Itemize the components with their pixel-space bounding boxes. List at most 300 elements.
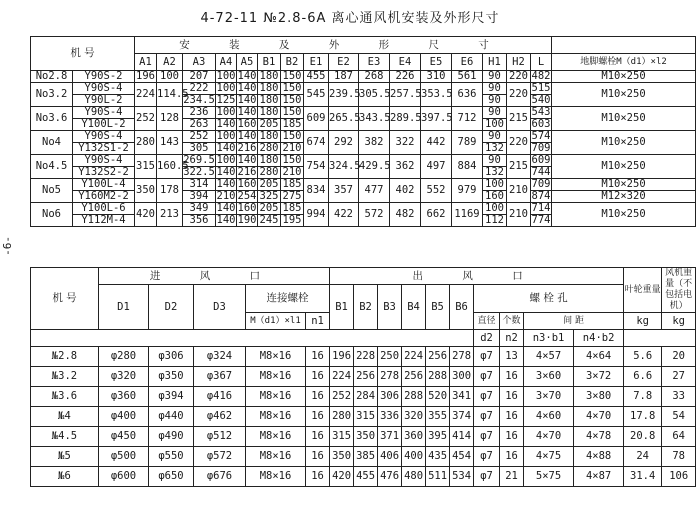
value-cell: 482 [531, 70, 551, 82]
value-cell: 343.5 [359, 107, 390, 131]
value-cell: M12×320 [552, 191, 696, 203]
value-cell: 17.8 [624, 407, 662, 427]
hole-diameter-header: 直径 [474, 313, 500, 330]
value-cell: M10×250 [552, 83, 696, 107]
value-cell: 360 [402, 427, 426, 447]
value-cell: φ440 [149, 407, 194, 427]
column-header: E4 [390, 54, 421, 71]
table-row [31, 155, 696, 167]
table-row [31, 83, 696, 95]
fan-no-cell: №3.6 [31, 387, 99, 407]
value-cell: 400 [402, 447, 426, 467]
value-cell: 185 [281, 179, 304, 191]
machine-no-header: 机 号 [31, 37, 135, 71]
value-cell: 216 [237, 142, 257, 154]
impeller-unit: kg [624, 313, 662, 330]
value-cell: 609 [304, 107, 329, 131]
value-cell: φ450 [99, 427, 149, 447]
value-cell: 150 [281, 95, 304, 107]
fan-no-cell: №5 [31, 447, 99, 467]
value-cell: φ7 [474, 447, 500, 467]
value-cell: 4×87 [574, 467, 624, 487]
column-header: L [531, 54, 552, 71]
value-cell: 3×70 [524, 387, 574, 407]
value-cell: 5.6 [624, 347, 662, 367]
value-cell: φ512 [194, 427, 246, 447]
value-cell: φ7 [474, 407, 500, 427]
value-cell: 540 [531, 94, 551, 106]
value-cell: φ490 [149, 427, 194, 447]
column-header: B1 [330, 285, 354, 330]
value-cell: 140 [237, 106, 257, 118]
value-cell: 356 [183, 215, 216, 227]
value-cell: 1169 [452, 203, 483, 227]
table-row [31, 179, 696, 191]
value-cell: 265.5 [329, 107, 359, 131]
value-cell: 288 [402, 387, 426, 407]
fan-no-cell: No3.2 [31, 83, 73, 107]
value-cell: φ306 [149, 347, 194, 367]
value-cell: 78 [662, 447, 696, 467]
value-cell: 429.5 [359, 155, 390, 179]
value-cell: 220 [507, 131, 531, 155]
value-cell: 252 [330, 387, 354, 407]
value-cell: 534 [450, 467, 474, 487]
page-number: -6- [1, 236, 14, 256]
value-cell: 482 [390, 203, 421, 227]
table-row [31, 407, 696, 427]
value-cell: 16 [306, 427, 330, 447]
table-row [31, 367, 696, 387]
page-title: 4-72-11 №2.8-6A 离心通风机安装及外形尺寸 [200, 11, 500, 26]
value-cell: 709 [531, 178, 551, 190]
value-cell: 90 [483, 131, 507, 143]
value-cell: 305 [183, 143, 216, 155]
value-cell: 90 [483, 155, 507, 167]
value-cell: φ324 [194, 347, 246, 367]
table-row [31, 131, 696, 143]
value-cell: 245 [258, 215, 281, 227]
column-header: D3 [194, 285, 246, 330]
value-cell: 350 [135, 179, 157, 203]
motor-model-cell: Y90S-4 [73, 155, 135, 167]
value-cell: 709 [531, 142, 551, 154]
value-cell: 257.5 [390, 83, 421, 107]
value-cell: 3×60 [524, 367, 574, 387]
value-cell: 320 [402, 407, 426, 427]
value-cell: φ367 [194, 367, 246, 387]
value-cell: 744 [531, 166, 551, 178]
value-cell: 150 [281, 155, 304, 167]
column-header: B6 [450, 285, 474, 330]
value-cell: M8×16 [246, 467, 306, 487]
table-row [31, 203, 696, 215]
value-cell: 476 [378, 467, 402, 487]
value-cell: 789 [452, 131, 483, 155]
value-cell: 5×75 [524, 467, 574, 487]
column-header: E6 [452, 54, 483, 71]
value-cell: 350 [354, 427, 378, 447]
value-cell: 112 [483, 215, 507, 227]
value-cell: 477 [359, 179, 390, 203]
value-cell: 6.6 [624, 367, 662, 387]
value-cell: M10×250 [552, 71, 696, 83]
value-cell: 16 [500, 367, 524, 387]
value-cell: φ7 [474, 367, 500, 387]
value-cell: 442 [421, 131, 452, 155]
value-cell: 180 [258, 107, 281, 119]
value-cell: 160 [237, 178, 257, 190]
value-cell: 397.5 [421, 107, 452, 131]
value-cell: 16 [306, 387, 330, 407]
value-cell: 341 [450, 387, 474, 407]
value-cell: 278 [378, 367, 402, 387]
value-cell: 190 [237, 214, 257, 226]
table-row [31, 467, 696, 487]
value-cell: 132 [483, 167, 507, 179]
value-cell: 16 [500, 427, 524, 447]
value-cell: 226 [390, 71, 421, 83]
value-cell: 236 [183, 107, 216, 119]
table-row [31, 107, 696, 119]
value-cell: 140 [237, 154, 257, 166]
value-cell: φ550 [149, 447, 194, 467]
value-cell: 90 [483, 83, 507, 95]
value-cell: 289.5 [390, 107, 421, 131]
value-cell: 4×78 [574, 427, 624, 447]
column-header: B4 [402, 285, 426, 330]
value-cell: 27 [662, 367, 696, 387]
bolt-count-header: n1 [306, 313, 330, 330]
value-cell: 714 [531, 202, 551, 214]
value-cell: 210 [281, 143, 304, 155]
fan-no-cell: №4.5 [31, 427, 99, 447]
value-cell: 16 [500, 407, 524, 427]
value-cell: 220 [507, 71, 531, 83]
value-cell: 420 [135, 203, 157, 227]
machine-no-header: 机 号 [31, 268, 99, 330]
value-cell: 222 [183, 83, 216, 95]
value-cell: 132 [483, 143, 507, 155]
value-cell: 4×75 [524, 447, 574, 467]
fan-weight-header: 风机重量（不包括电机） [662, 268, 696, 313]
value-cell: 414 [450, 427, 474, 447]
value-cell: 100 [216, 82, 236, 94]
value-cell: 455 [354, 467, 378, 487]
value-cell: 20.8 [624, 427, 662, 447]
column-header: B3 [378, 285, 402, 330]
value-cell: 228 [354, 347, 378, 367]
value-cell: 16 [306, 447, 330, 467]
value-cell: 13 [500, 347, 524, 367]
value-cell: 100 [483, 179, 507, 191]
fan-no-cell: №4 [31, 407, 99, 427]
value-cell: 280 [258, 167, 281, 179]
value-cell: 4×64 [574, 347, 624, 367]
value-cell: 196 [330, 347, 354, 367]
column-header: E2 [329, 54, 359, 71]
hole-spacing-header: 间 距 [524, 313, 624, 330]
value-cell: 454 [450, 447, 474, 467]
value-cell: 143 [157, 131, 183, 155]
dimensions-group-header: 安 装 及 外 形 尺 寸 [135, 37, 552, 54]
column-header: A1 [135, 54, 157, 71]
motor-model-cell: Y90S-4 [73, 83, 135, 95]
value-cell: 280 [258, 143, 281, 155]
value-cell: 884 [452, 155, 483, 179]
value-cell: 357 [329, 179, 359, 203]
value-cell: 280 [135, 131, 157, 155]
value-cell: 520 [426, 387, 450, 407]
value-cell: 362 [390, 155, 421, 179]
value-cell: 100 [216, 70, 236, 82]
value-cell: 185 [281, 119, 304, 131]
value-cell: 561 [452, 71, 483, 83]
value-cell: 292 [329, 131, 359, 155]
value-cell: 90 [483, 95, 507, 107]
value-cell: 300 [450, 367, 474, 387]
value-cell: 3×72 [574, 367, 624, 387]
value-cell: 385 [354, 447, 378, 467]
table-row [31, 347, 696, 367]
motor-model-cell: Y112M-4 [73, 215, 135, 227]
value-cell: φ676 [194, 467, 246, 487]
value-cell: 205 [258, 179, 281, 191]
value-cell: 140 [216, 166, 236, 178]
value-cell: 256 [354, 367, 378, 387]
fan-no-cell: №2.8 [31, 347, 99, 367]
value-cell: 100 [483, 203, 507, 215]
value-cell: 834 [304, 179, 329, 203]
value-cell: 603 [531, 118, 551, 130]
value-cell: 140 [237, 70, 257, 82]
value-cell: 64 [662, 427, 696, 447]
fan-unit: kg [662, 313, 696, 330]
value-cell: M8×16 [246, 407, 306, 427]
motor-model-cell: Y90S-4 [73, 107, 135, 119]
value-cell: 140 [216, 142, 236, 154]
motor-model-cell: Y132S2-2 [73, 167, 135, 179]
motor-model-cell: Y160M2-2 [73, 191, 135, 203]
motor-model-cell: Y100L-2 [73, 119, 135, 131]
value-cell: 140 [237, 130, 257, 142]
column-header: B2 [354, 285, 378, 330]
value-cell: 394 [183, 191, 216, 203]
value-cell: 128 [157, 107, 183, 131]
value-cell: 422 [329, 203, 359, 227]
value-cell: φ394 [149, 387, 194, 407]
column-header: E1 [304, 54, 329, 71]
value-cell: 674 [304, 131, 329, 155]
value-cell: 180 [258, 71, 281, 83]
value-cell: 455 [304, 71, 329, 83]
value-cell: 150 [281, 83, 304, 95]
column-header: d2 [474, 330, 500, 347]
value-cell: 195 [281, 215, 304, 227]
value-cell: 4×70 [574, 407, 624, 427]
value-cell: 552 [421, 179, 452, 203]
column-header: n4·b2 [574, 330, 624, 347]
value-cell: 3×80 [574, 387, 624, 407]
fan-no-cell: №6 [31, 467, 99, 487]
value-cell: 406 [378, 447, 402, 467]
connect-bolt-header: 连接螺栓 [246, 285, 330, 313]
value-cell: 224 [402, 347, 426, 367]
value-cell: 994 [304, 203, 329, 227]
value-cell: 24 [624, 447, 662, 467]
value-cell: 315 [330, 427, 354, 447]
value-cell: 21 [500, 467, 524, 487]
value-cell: 543 [531, 106, 551, 118]
column-header: E5 [421, 54, 452, 71]
value-cell: M8×16 [246, 367, 306, 387]
value-cell: 150 [281, 71, 304, 83]
value-cell: 322 [390, 131, 421, 155]
value-cell: 54 [662, 407, 696, 427]
value-cell: 140 [216, 118, 236, 130]
value-cell: 180 [258, 95, 281, 107]
value-cell: 574 [531, 130, 551, 142]
value-cell: φ320 [99, 367, 149, 387]
value-cell: 4×88 [574, 447, 624, 467]
value-cell: 20 [662, 347, 696, 367]
value-cell: 205 [258, 203, 281, 215]
value-cell: 178 [157, 179, 183, 203]
value-cell: 215 [507, 155, 531, 179]
bolt-spec-header: M（d1）×l1 [246, 313, 306, 330]
value-cell: 250 [378, 347, 402, 367]
value-cell: 16 [306, 467, 330, 487]
column-header: H2 [507, 54, 531, 71]
column-header: 地脚螺栓M（d1）×l2 [552, 54, 696, 71]
value-cell: 314 [183, 179, 216, 191]
value-cell: φ500 [99, 447, 149, 467]
column-header: D2 [149, 285, 194, 330]
value-cell: 100 [216, 106, 236, 118]
outlet-group-header: 出 风 口 [330, 268, 624, 285]
value-cell: 979 [452, 179, 483, 203]
blank-cell [31, 330, 474, 347]
value-cell: 4×60 [524, 407, 574, 427]
value-cell: 210 [507, 179, 531, 203]
column-header: A5 [237, 54, 258, 71]
value-cell: 160.5 [157, 155, 183, 179]
value-cell: 349 [183, 203, 216, 215]
table-row [31, 387, 696, 407]
value-cell: 180 [258, 155, 281, 167]
value-cell: 315 [354, 407, 378, 427]
value-cell: φ350 [149, 367, 194, 387]
value-cell: 263 [183, 119, 216, 131]
value-cell: 572 [359, 203, 390, 227]
value-cell: 16 [306, 367, 330, 387]
value-cell: 187 [329, 71, 359, 83]
value-cell: 306 [378, 387, 402, 407]
value-cell: 106 [662, 467, 696, 487]
table-row [31, 71, 696, 83]
value-cell: 100 [216, 154, 236, 166]
value-cell: 252 [183, 131, 216, 143]
motor-model-cell: Y90L-2 [73, 95, 135, 107]
hole-count-header: 个数 [500, 313, 524, 330]
install-dimensions-table [30, 36, 696, 227]
value-cell: 160 [237, 202, 257, 214]
inlet-outlet-table [30, 267, 696, 487]
value-cell: 252 [135, 107, 157, 131]
value-cell: 16 [306, 347, 330, 367]
column-header: B2 [281, 54, 304, 71]
value-cell: 322.5 [183, 166, 215, 178]
value-cell: 310 [421, 71, 452, 83]
value-cell: 435 [426, 447, 450, 467]
value-cell: 4×57 [524, 347, 574, 367]
value-cell: 196 [136, 70, 155, 82]
value-cell: M8×16 [246, 347, 306, 367]
value-cell: φ7 [474, 347, 500, 367]
value-cell: 7.8 [624, 387, 662, 407]
value-cell: 662 [421, 203, 452, 227]
value-cell: 150 [281, 107, 304, 119]
value-cell: φ416 [194, 387, 246, 407]
column-header: B1 [258, 54, 281, 71]
value-cell: 315 [135, 155, 157, 179]
value-cell: 239.5 [329, 83, 359, 107]
column-header: n3·b1 [524, 330, 574, 347]
value-cell: φ360 [99, 387, 149, 407]
blank-header-cell [552, 37, 696, 54]
value-cell: M10×250 [552, 107, 696, 131]
value-cell: 371 [378, 427, 402, 447]
value-cell: 305.5 [359, 83, 390, 107]
value-cell: 355 [426, 407, 450, 427]
value-cell: 324.5 [329, 155, 359, 179]
column-header: B5 [426, 285, 450, 330]
value-cell: 90 [483, 71, 507, 83]
value-cell: 213 [157, 203, 183, 227]
value-cell: 90 [483, 107, 507, 119]
inlet-group-header: 进 风 口 [99, 268, 330, 285]
value-cell: 545 [304, 83, 329, 107]
value-cell: M10×250 [552, 203, 696, 227]
value-cell: 160 [483, 191, 507, 203]
table-row [31, 447, 696, 467]
value-cell: 224 [330, 367, 354, 387]
value-cell: 4×70 [524, 427, 574, 447]
value-cell: M10×250 [552, 179, 696, 191]
value-cell: 16 [306, 407, 330, 427]
value-cell: 515 [531, 82, 551, 94]
value-cell: φ572 [194, 447, 246, 467]
value-cell: φ462 [194, 407, 246, 427]
value-cell: 100 [483, 119, 507, 131]
value-cell: M8×16 [246, 447, 306, 467]
motor-model-cell: Y132S1-2 [73, 143, 135, 155]
value-cell: 374 [450, 407, 474, 427]
value-cell: 216 [237, 166, 257, 178]
value-cell: 140 [216, 214, 236, 226]
value-cell: 31.4 [624, 467, 662, 487]
value-cell: 185 [281, 203, 304, 215]
value-cell: φ7 [474, 427, 500, 447]
blank-cell [624, 330, 696, 347]
value-cell: 256 [402, 367, 426, 387]
value-cell: 210 [216, 190, 236, 202]
value-cell: 160 [237, 118, 257, 130]
value-cell: 353.5 [421, 83, 452, 107]
value-cell: 609 [531, 154, 551, 166]
column-header: A2 [157, 54, 183, 71]
value-cell: 140 [237, 94, 257, 106]
